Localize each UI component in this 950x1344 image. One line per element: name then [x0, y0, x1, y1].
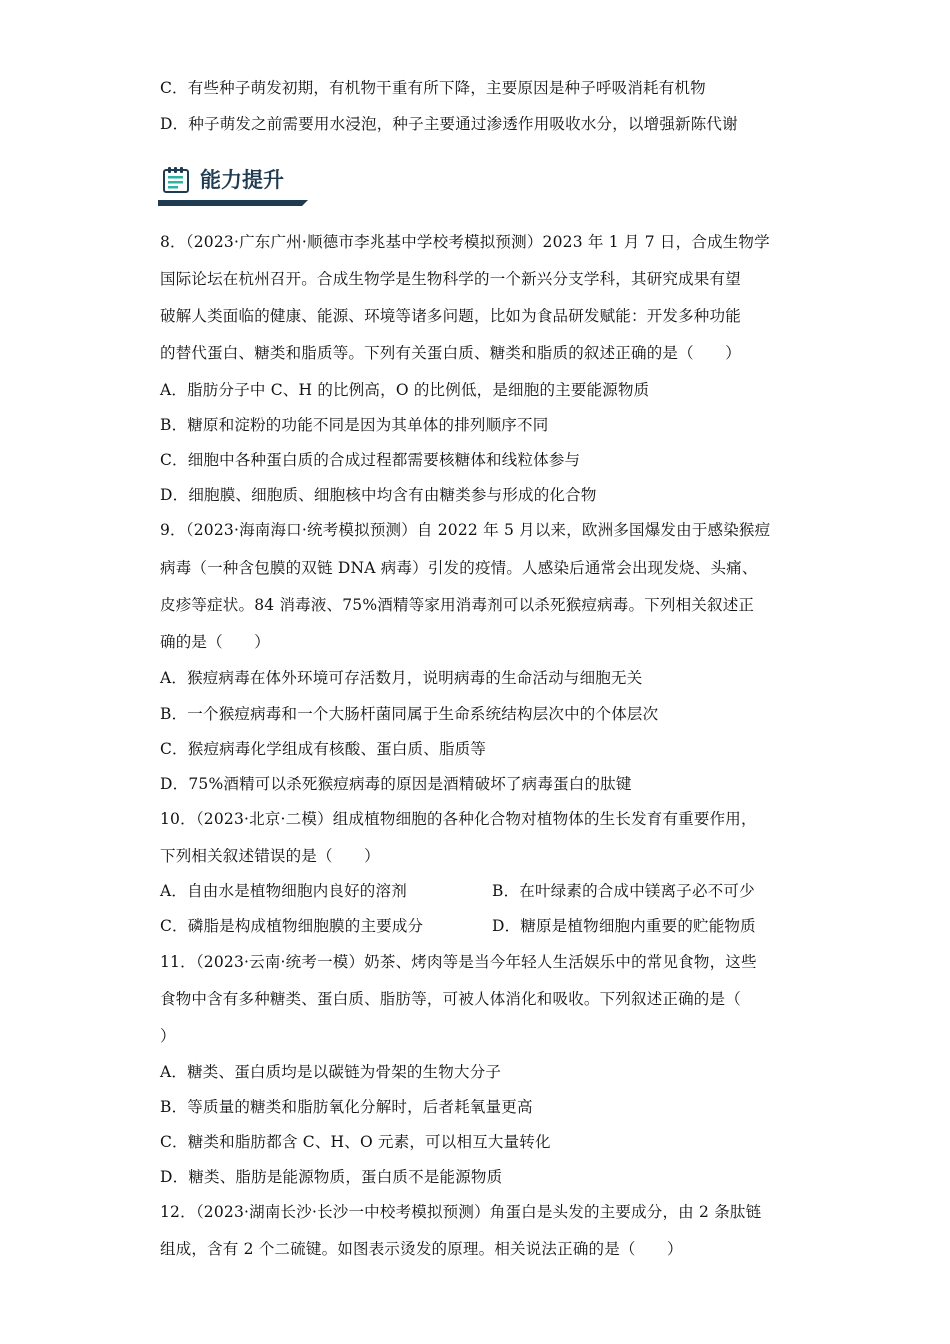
prev-option-c: C．有些种子萌发初期，有机物干重有所下降，主要原因是种子呼吸消耗有机物 — [160, 79, 706, 97]
q9-stem-line: 确的是（ ） — [160, 633, 270, 651]
q10-option-a: A．自由水是植物细胞内良好的溶剂 — [160, 882, 407, 900]
section-header — [158, 162, 308, 208]
q10-option-d: D．糖原是植物细胞内重要的贮能物质 — [492, 917, 756, 935]
q11-option-c: C．糖类和脂肪都含 C、H、O 元素，可以相互大量转化 — [160, 1133, 551, 1151]
q11-stem-line: ） — [160, 1027, 176, 1045]
q9-option-b: B．一个猴痘病毒和一个大肠杆菌同属于生命系统结构层次中的个体层次 — [160, 705, 659, 723]
section-underline — [158, 200, 308, 206]
q10-stem-line: 下列相关叙述错误的是（ ） — [160, 847, 380, 865]
q8-stem-line: 国际论坛在杭州召开。合成生物学是生物科学的一个新兴分支学科，其研究成果有望 — [160, 270, 741, 288]
q9-option-c: C．猴痘病毒化学组成有核酸、蛋白质、脂质等 — [160, 740, 487, 758]
q9-stem-line: 皮疹等症状。84 消毒液、75%酒精等家用消毒剂可以杀死猴痘病毒。下列相关叙述正 — [160, 596, 755, 614]
q8-option-a: A．脂肪分子中 C、H 的比例高，O 的比例低，是细胞的主要能源物质 — [160, 381, 650, 399]
q8-option-b: B．糖原和淀粉的功能不同是因为其单体的排列顺序不同 — [160, 416, 549, 434]
q10-stem-line: 10．（2023·北京·二模）组成植物细胞的各种化合物对植物体的生长发育有重要作用， — [160, 810, 757, 828]
q11-option-d: D．糖类、脂肪是能源物质，蛋白质不是能源物质 — [160, 1168, 503, 1186]
q8-stem-line: 破解人类面临的健康、能源、环境等诸多问题，比如为食品研发赋能：开发多种功能 — [160, 307, 741, 325]
q10-option-c: C．磷脂是构成植物细胞膜的主要成分 — [160, 917, 424, 935]
q8-option-d: D．细胞膜、细胞质、细胞核中均含有由糖类参与形成的化合物 — [160, 486, 597, 504]
prev-option-d: D．种子萌发之前需要用水浸泡，种子主要通过渗透作用吸收水分，以增强新陈代谢 — [160, 115, 738, 133]
q9-stem-line: 9．（2023·海南海口·统考模拟预测）自 2022 年 5 月以来，欧洲多国爆发由于感染猴痘 — [160, 521, 771, 539]
q11-stem-line: 11．（2023·云南·统考一模）奶茶、烤肉等是当今年轻人生活娱乐中的常见食物，这些 — [160, 953, 757, 971]
q10-option-b: B．在叶绿素的合成中镁离子必不可少 — [492, 882, 755, 900]
q9-option-d: D．75%酒精可以杀死猴痘病毒的原因是酒精破坏了病毒蛋白的肽键 — [160, 775, 632, 793]
q11-option-a: A．糖类、蛋白质均是以碳链为骨架的生物大分子 — [160, 1063, 502, 1081]
q9-option-a: A．猴痘病毒在体外环境可存活数月，说明病毒的生命活动与细胞无关 — [160, 669, 643, 687]
notepad-icon — [162, 166, 192, 194]
q11-option-b: B．等质量的糖类和脂肪氧化分解时，后者耗氧量更高 — [160, 1098, 533, 1116]
q9-stem-line: 病毒（一种含包膜的双链 DNA 病毒）引发的疫情。人感染后通常会出现发烧、头痛、 — [160, 559, 758, 577]
q12-stem-line: 组成，含有 2 个二硫键。如图表示烫发的原理。相关说法正确的是（ ） — [160, 1240, 683, 1258]
q11-stem-line: 食物中含有多种糖类、蛋白质、脂肪等，可被人体消化和吸收。下列叙述正确的是（ — [160, 990, 741, 1008]
section-title: 能力提升 — [200, 168, 284, 192]
q12-stem-line: 12．（2023·湖南长沙·长沙一中校考模拟预测）角蛋白是头发的主要成分，由 2 条肽链 — [160, 1203, 762, 1221]
q8-stem-line: 的替代蛋白、糖类和脂质等。下列有关蛋白质、糖类和脂质的叙述正确的是（ ） — [160, 344, 741, 362]
q8-option-c: C．细胞中各种蛋白质的合成过程都需要核糖体和线粒体参与 — [160, 451, 581, 469]
q8-stem-line: 8．（2023·广东广州·顺德市李兆基中学校考模拟预测）2023 年 1 月 7 日，合成生物学 — [160, 233, 770, 251]
